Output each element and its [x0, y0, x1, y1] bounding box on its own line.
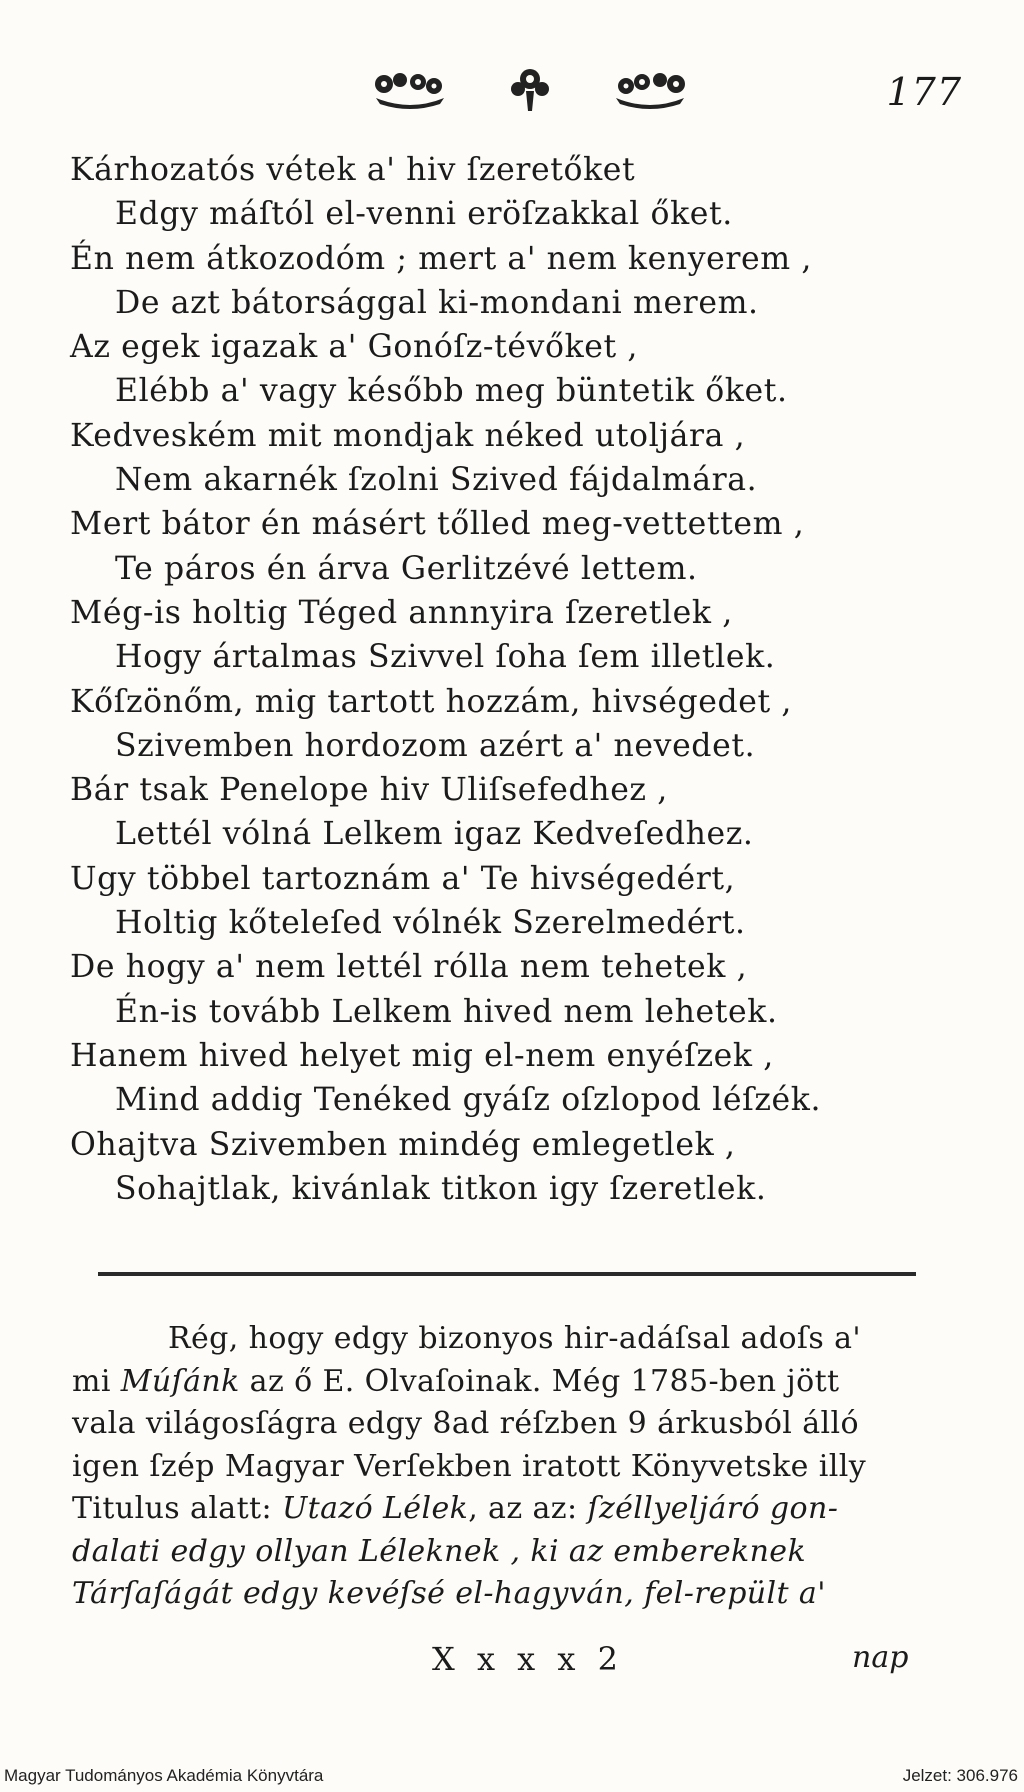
- poem-line: Mind addig Tenéked gyáſz oſzlopod léſzék.: [115, 1082, 822, 1119]
- text-run: mi: [72, 1363, 121, 1399]
- poem-line: Én-is tovább Lelkem hived nem lehetek.: [115, 993, 778, 1030]
- poem-line: Kárhozatós vétek a' hiv ſzeretőket: [70, 152, 636, 188]
- prose-line: [72, 1318, 960, 1361]
- prose-line-text: [168, 1318, 861, 1361]
- header-ornament: [370, 60, 690, 120]
- poem-block: [70, 148, 970, 1211]
- prose-line-text: [72, 1573, 826, 1616]
- text-run: az ő E. Olvaſoinak. Még 1785-ben jött: [239, 1363, 840, 1399]
- poem-line: Hogy ártalmas Szivvel ſoha ſem illetlek.: [115, 639, 776, 676]
- poem-line: Kőſzönőm, mig tartott hozzám, hivségedet ,: [70, 683, 793, 720]
- italic-run: dalati edgy ollyan Léleknek , ki az embereknek: [72, 1533, 807, 1569]
- prose-line-text: [72, 1488, 838, 1531]
- poem-line: Én nem átkozodóm ; mert a' nem kenyerem ,: [70, 240, 812, 277]
- prose-line: [72, 1531, 960, 1574]
- poem-line: Ohajtva Szivemben mindég emlegetlek ,: [70, 1126, 736, 1163]
- poem-line: Lettél vólná Lelkem igaz Kedveſedhez.: [115, 816, 754, 853]
- text-run: , az az:: [468, 1491, 588, 1526]
- prose-line: [72, 1361, 960, 1404]
- text-run: Rég, hogy edgy bizonyos hir-adáſsal adoſs a': [168, 1321, 862, 1356]
- text-run: igen ſzép Magyar Verſekben iratott Könyvetske illy: [72, 1448, 867, 1484]
- text-run: vala világosſágra edgy 8ad réſzben 9 árkusból álló: [72, 1406, 859, 1441]
- page-number: 177: [886, 70, 962, 114]
- catchword: nap: [852, 1640, 909, 1675]
- poem-line: Az egek igazak a' Gonóſz-tévőket ,: [70, 329, 639, 366]
- poem-line: Edgy máſtól el-venni eröſzakkal őket.: [115, 196, 733, 233]
- italic-run: ſzéllyeljáró gon-: [587, 1491, 839, 1526]
- prose-line-text: [72, 1403, 859, 1446]
- poem-line: Elébb a' vagy később meg büntetik őket.: [115, 373, 788, 410]
- poem-line: Te páros én árva Gerlitzévé lettem.: [115, 550, 698, 587]
- italic-run: Múſánk: [120, 1363, 240, 1399]
- poem-line: Még-is holtig Téged annnyira ſzeretlek ,: [70, 594, 733, 631]
- prose-line: [72, 1403, 960, 1446]
- prose-line: [72, 1446, 960, 1489]
- poem-line: Bár tsak Penelope hiv Uliſsefedhez ,: [70, 772, 668, 809]
- floral-ornament-icon: [370, 68, 450, 112]
- prose-line: [72, 1488, 960, 1531]
- poem-line: De hogy a' nem lettél rólla nem tehetek ,: [70, 949, 748, 986]
- italic-run: Utazó Lélek: [281, 1491, 469, 1526]
- shelfmark: Jelzet: 306.976: [902, 1766, 1018, 1785]
- poem-line: Nem akarnék ſzolni Szived fájdalmára.: [115, 462, 758, 499]
- poem-line: De azt bátorsággal ki-mondani merem.: [115, 284, 759, 321]
- prose-block: [72, 1318, 960, 1616]
- poem-line: Ugy többel tartoznám a' Te hivségedért,: [70, 860, 736, 897]
- poem-line: Hanem hived helyet mig el-nem enyéſzek ,: [70, 1037, 774, 1074]
- library-credit: Magyar Tudományos Akadémia Könyvtára: [4, 1766, 324, 1785]
- prose-line-text: [72, 1446, 866, 1489]
- poem-line: Sohajtlak, kivánlak titkon igy ſzeretlek.: [115, 1170, 767, 1207]
- prose-line-text: [72, 1531, 806, 1574]
- floral-ornament-icon: [610, 68, 690, 112]
- footer: [0, 1762, 1024, 1792]
- poem-line: Holtig kőteleſed vólnék Szerelmedért.: [115, 905, 746, 942]
- text-run: Titulus alatt:: [72, 1491, 282, 1526]
- italic-run: Tárſaſágát edgy kevéſsé el-hagyván, fel-repült a': [72, 1576, 826, 1611]
- poem-line: Mert bátor én másért tőlled meg-vettettem ,: [70, 506, 805, 543]
- floral-ornament-icon: [506, 65, 554, 115]
- poem-line: Kedveském mit mondjak néked utoljára ,: [70, 417, 746, 454]
- prose-line-text: [72, 1361, 839, 1404]
- prose-line: [72, 1573, 960, 1616]
- poem-line: Szivemben hordozom azért a' nevedet.: [115, 727, 756, 764]
- section-divider: [98, 1272, 916, 1276]
- signature-mark: X x x x 2: [432, 1640, 624, 1678]
